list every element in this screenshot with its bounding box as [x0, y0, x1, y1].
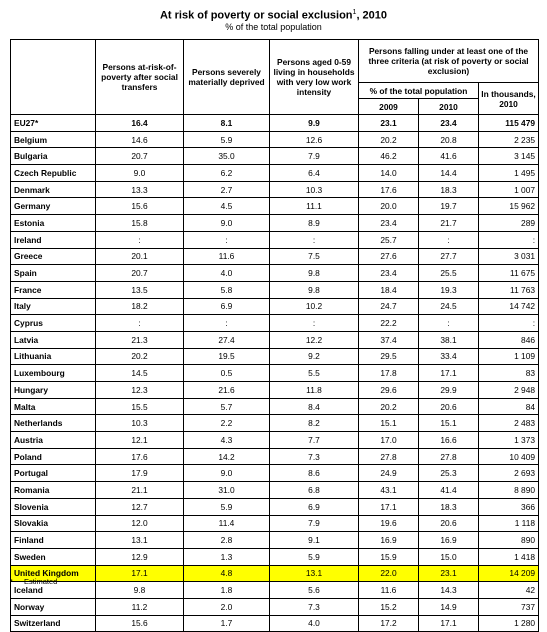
cell-low-work-intensity: 9.8	[270, 281, 359, 298]
table-row	[11, 365, 539, 382]
table-title	[0, 9, 547, 22]
cell-low-work-intensity: 7.5	[270, 248, 359, 265]
table-row	[11, 382, 539, 399]
header-year-2010: 2010	[419, 99, 479, 115]
cell-thousands-2010: 2 948	[479, 382, 539, 399]
cell-at-risk-of-poverty: 16.4	[96, 115, 184, 132]
cell-low-work-intensity: 11.1	[270, 198, 359, 215]
cell-at-risk-of-poverty: 13.5	[96, 281, 184, 298]
cell-pct-2010: 24.5	[419, 298, 479, 315]
cell-country: Czech Republic	[11, 165, 96, 182]
cell-materially-deprived: 19.5	[184, 348, 270, 365]
cell-at-risk-of-poverty: 18.2	[96, 298, 184, 315]
table-row	[11, 248, 539, 265]
cell-country: Ireland	[11, 231, 96, 248]
cell-thousands-2010: 1 418	[479, 548, 539, 565]
cell-thousands-2010: 366	[479, 498, 539, 515]
cell-pct-2010: 14.4	[419, 165, 479, 182]
cell-at-risk-of-poverty: 21.1	[96, 482, 184, 499]
cell-thousands-2010: 15 962	[479, 198, 539, 215]
cell-pct-2010: 18.3	[419, 181, 479, 198]
cell-pct-2009: 23.1	[359, 115, 419, 132]
table-row	[11, 265, 539, 282]
cell-country: Finland	[11, 532, 96, 549]
cell-at-risk-of-poverty: 9.0	[96, 165, 184, 182]
cell-low-work-intensity: 7.9	[270, 148, 359, 165]
table-row	[11, 582, 539, 599]
header-pct-total: % of the total population	[359, 83, 479, 99]
cell-at-risk-of-poverty: 12.7	[96, 498, 184, 515]
cell-at-risk-of-poverty: 15.8	[96, 215, 184, 232]
cell-pct-2009: 43.1	[359, 482, 419, 499]
cell-low-work-intensity: 9.8	[270, 265, 359, 282]
table-row	[11, 498, 539, 515]
cell-materially-deprived: 35.0	[184, 148, 270, 165]
cell-at-risk-of-poverty: 20.2	[96, 348, 184, 365]
cell-country: Bulgaria	[11, 148, 96, 165]
cell-thousands-2010: 737	[479, 598, 539, 615]
cell-country: Lithuania	[11, 348, 96, 365]
cell-materially-deprived: 9.0	[184, 465, 270, 482]
cell-pct-2010: 16.9	[419, 532, 479, 549]
cell-at-risk-of-poverty: 14.6	[96, 131, 184, 148]
cell-country: Greece	[11, 248, 96, 265]
cell-low-work-intensity: 9.9	[270, 115, 359, 132]
cell-pct-2009: 24.7	[359, 298, 419, 315]
cell-country: Denmark	[11, 181, 96, 198]
table-row	[11, 231, 539, 248]
cell-country: Poland	[11, 448, 96, 465]
cell-pct-2010: 20.6	[419, 515, 479, 532]
cell-country: Italy	[11, 298, 96, 315]
cell-thousands-2010: 2 483	[479, 415, 539, 432]
cell-pct-2010: 17.1	[419, 365, 479, 382]
cell-at-risk-of-poverty: 20.7	[96, 148, 184, 165]
cell-pct-2010: 21.7	[419, 215, 479, 232]
cell-low-work-intensity: 9.1	[270, 532, 359, 549]
cell-low-work-intensity: 12.2	[270, 331, 359, 348]
table-row	[11, 482, 539, 499]
table-subtitle: % of the total population	[225, 22, 322, 32]
cell-country: Spain	[11, 265, 96, 282]
cell-pct-2009: 46.2	[359, 148, 419, 165]
title-year: , 2010	[356, 9, 388, 22]
cell-country: United Kingdom	[11, 565, 96, 582]
cell-thousands-2010: 42	[479, 582, 539, 599]
cell-pct-2010: 38.1	[419, 331, 479, 348]
cell-at-risk-of-poverty: 15.6	[96, 198, 184, 215]
cell-at-risk-of-poverty: 21.3	[96, 331, 184, 348]
cell-pct-2009: 16.9	[359, 532, 419, 549]
cell-pct-2009: 27.8	[359, 448, 419, 465]
cell-country: Cyprus	[11, 315, 96, 332]
cell-country: Belgium	[11, 131, 96, 148]
cell-low-work-intensity: 10.2	[270, 298, 359, 315]
header-at-risk-of-poverty: Persons at-risk-of-poverty after social transfers	[96, 40, 184, 115]
cell-pct-2009: 17.6	[359, 181, 419, 198]
cell-country: Malta	[11, 398, 96, 415]
cell-pct-2009: 20.2	[359, 398, 419, 415]
cell-thousands-2010: 14 742	[479, 298, 539, 315]
cell-materially-deprived: 14.2	[184, 448, 270, 465]
cell-thousands-2010: 846	[479, 331, 539, 348]
header-low-work-intensity: Persons aged 0-59 living in households with very low work intensity	[270, 40, 359, 115]
header-year-2009: 2009	[359, 99, 419, 115]
table-row	[11, 465, 539, 482]
table-row	[11, 548, 539, 565]
footnote	[10, 577, 57, 586]
cell-low-work-intensity: 5.9	[270, 548, 359, 565]
cell-at-risk-of-poverty: :	[96, 231, 184, 248]
header-thousands: In thousands, 2010	[479, 83, 539, 115]
cell-low-work-intensity: 5.5	[270, 365, 359, 382]
table-row	[11, 181, 539, 198]
title-footnote-mark: 1	[352, 9, 357, 16]
cell-country: Slovenia	[11, 498, 96, 515]
cell-materially-deprived: :	[184, 315, 270, 332]
cell-thousands-2010: 1 280	[479, 615, 539, 632]
cell-pct-2009: 18.4	[359, 281, 419, 298]
cell-at-risk-of-poverty: 17.9	[96, 465, 184, 482]
cell-country: Portugal	[11, 465, 96, 482]
cell-materially-deprived: 21.6	[184, 382, 270, 399]
cell-low-work-intensity: 7.7	[270, 432, 359, 449]
cell-materially-deprived: 0.5	[184, 365, 270, 382]
cell-thousands-2010: 289	[479, 215, 539, 232]
table-row	[11, 215, 539, 232]
cell-low-work-intensity: 8.2	[270, 415, 359, 432]
cell-materially-deprived: 27.4	[184, 331, 270, 348]
cell-low-work-intensity: 7.3	[270, 598, 359, 615]
cell-thousands-2010: 2 693	[479, 465, 539, 482]
cell-low-work-intensity: 7.9	[270, 515, 359, 532]
cell-pct-2010: 25.3	[419, 465, 479, 482]
cell-materially-deprived: 9.0	[184, 215, 270, 232]
cell-pct-2010: 29.9	[419, 382, 479, 399]
cell-low-work-intensity: 8.6	[270, 465, 359, 482]
cell-at-risk-of-poverty: 10.3	[96, 415, 184, 432]
cell-at-risk-of-poverty: 13.1	[96, 532, 184, 549]
cell-pct-2010: 41.6	[419, 148, 479, 165]
cell-low-work-intensity: 6.4	[270, 165, 359, 182]
cell-at-risk-of-poverty: 15.6	[96, 615, 184, 632]
cell-at-risk-of-poverty: 12.0	[96, 515, 184, 532]
header-materially-deprived: Persons severely materially deprived	[184, 40, 270, 115]
cell-low-work-intensity: :	[270, 231, 359, 248]
cell-thousands-2010: 84	[479, 398, 539, 415]
cell-low-work-intensity: 12.6	[270, 131, 359, 148]
cell-thousands-2010: 83	[479, 365, 539, 382]
cell-materially-deprived: 11.4	[184, 515, 270, 532]
cell-country: Netherlands	[11, 415, 96, 432]
cell-at-risk-of-poverty: 14.5	[96, 365, 184, 382]
cell-thousands-2010: 11 763	[479, 281, 539, 298]
cell-low-work-intensity: 4.0	[270, 615, 359, 632]
title-text: At risk of poverty or social exclusion	[159, 9, 353, 22]
cell-pct-2010: 33.4	[419, 348, 479, 365]
cell-pct-2009: 27.6	[359, 248, 419, 265]
cell-pct-2009: 25.7	[359, 231, 419, 248]
cell-thousands-2010: :	[479, 315, 539, 332]
table-row	[11, 165, 539, 182]
cell-materially-deprived: 1.8	[184, 582, 270, 599]
cell-at-risk-of-poverty: 12.1	[96, 432, 184, 449]
cell-pct-2010: :	[419, 315, 479, 332]
cell-thousands-2010: 1 118	[479, 515, 539, 532]
cell-low-work-intensity: 7.3	[270, 448, 359, 465]
cell-at-risk-of-poverty: 12.3	[96, 382, 184, 399]
cell-materially-deprived: 4.8	[184, 565, 270, 582]
cell-pct-2010: 25.5	[419, 265, 479, 282]
cell-thousands-2010: 3 145	[479, 148, 539, 165]
cell-pct-2009: 17.2	[359, 615, 419, 632]
cell-pct-2009: 15.2	[359, 598, 419, 615]
cell-thousands-2010: 115 479	[479, 115, 539, 132]
cell-thousands-2010: 1 007	[479, 181, 539, 198]
cell-pct-2010: 17.1	[419, 615, 479, 632]
cell-low-work-intensity: 8.9	[270, 215, 359, 232]
cell-pct-2010: :	[419, 231, 479, 248]
cell-thousands-2010: 1 109	[479, 348, 539, 365]
cell-at-risk-of-poverty: 11.2	[96, 598, 184, 615]
cell-pct-2009: 20.2	[359, 131, 419, 148]
cell-low-work-intensity: 11.8	[270, 382, 359, 399]
cell-pct-2010: 19.7	[419, 198, 479, 215]
table-row	[11, 148, 539, 165]
cell-thousands-2010: 1 373	[479, 432, 539, 449]
cell-pct-2010: 15.0	[419, 548, 479, 565]
cell-thousands-2010: 890	[479, 532, 539, 549]
cell-low-work-intensity: 10.3	[270, 181, 359, 198]
cell-thousands-2010: :	[479, 231, 539, 248]
cell-materially-deprived: 6.9	[184, 298, 270, 315]
table-row	[11, 415, 539, 432]
cell-thousands-2010: 1 495	[479, 165, 539, 182]
cell-thousands-2010: 10 409	[479, 448, 539, 465]
footnote-text: Estimated	[24, 577, 58, 586]
cell-at-risk-of-poverty: :	[96, 315, 184, 332]
cell-materially-deprived: 2.8	[184, 532, 270, 549]
header-group-criteria: Persons falling under at least one of the three criteria (at risk of poverty or social exclusion)	[359, 40, 539, 83]
cell-materially-deprived: 1.7	[184, 615, 270, 632]
cell-low-work-intensity: 8.4	[270, 398, 359, 415]
cell-pct-2010: 20.8	[419, 131, 479, 148]
cell-pct-2009: 22.0	[359, 565, 419, 582]
table-row	[11, 615, 539, 632]
header-country	[11, 40, 96, 115]
cell-materially-deprived: 2.0	[184, 598, 270, 615]
cell-pct-2010: 16.6	[419, 432, 479, 449]
table-row	[11, 398, 539, 415]
cell-materially-deprived: 6.2	[184, 165, 270, 182]
cell-pct-2009: 19.6	[359, 515, 419, 532]
cell-country: Austria	[11, 432, 96, 449]
table-row	[11, 515, 539, 532]
cell-materially-deprived: 5.9	[184, 498, 270, 515]
cell-country: Sweden	[11, 548, 96, 565]
cell-materially-deprived: 2.7	[184, 181, 270, 198]
cell-at-risk-of-poverty: 20.7	[96, 265, 184, 282]
cell-pct-2009: 29.5	[359, 348, 419, 365]
cell-materially-deprived: 1.3	[184, 548, 270, 565]
cell-pct-2010: 27.8	[419, 448, 479, 465]
cell-pct-2009: 23.4	[359, 265, 419, 282]
cell-materially-deprived: 5.9	[184, 131, 270, 148]
table-row	[11, 115, 539, 132]
cell-low-work-intensity: 9.2	[270, 348, 359, 365]
cell-country: Norway	[11, 598, 96, 615]
cell-low-work-intensity: 6.9	[270, 498, 359, 515]
cell-materially-deprived: 2.2	[184, 415, 270, 432]
table-row	[11, 448, 539, 465]
cell-pct-2009: 15.1	[359, 415, 419, 432]
footnote-star: *	[10, 577, 13, 586]
cell-country: Latvia	[11, 331, 96, 348]
cell-country: Switzerland	[11, 615, 96, 632]
cell-pct-2009: 17.1	[359, 498, 419, 515]
table-row	[11, 348, 539, 365]
table-row	[11, 432, 539, 449]
cell-pct-2010: 18.3	[419, 498, 479, 515]
table-row	[11, 598, 539, 615]
cell-materially-deprived: 5.8	[184, 281, 270, 298]
cell-country: Romania	[11, 482, 96, 499]
poverty-table	[10, 39, 539, 632]
cell-at-risk-of-poverty: 20.1	[96, 248, 184, 265]
cell-pct-2009: 14.0	[359, 165, 419, 182]
cell-thousands-2010: 3 031	[479, 248, 539, 265]
cell-materially-deprived: 11.6	[184, 248, 270, 265]
table-header	[11, 40, 539, 115]
cell-thousands-2010: 8 890	[479, 482, 539, 499]
cell-thousands-2010: 2 235	[479, 131, 539, 148]
cell-pct-2009: 17.0	[359, 432, 419, 449]
cell-low-work-intensity: :	[270, 315, 359, 332]
table-row	[11, 281, 539, 298]
cell-at-risk-of-poverty: 17.6	[96, 448, 184, 465]
cell-pct-2010: 20.6	[419, 398, 479, 415]
cell-pct-2009: 22.2	[359, 315, 419, 332]
cell-country: Germany	[11, 198, 96, 215]
cell-low-work-intensity: 6.8	[270, 482, 359, 499]
table-row	[11, 532, 539, 549]
table-body	[11, 115, 539, 632]
cell-materially-deprived: 4.5	[184, 198, 270, 215]
cell-country: EU27*	[11, 115, 96, 132]
cell-thousands-2010: 14 209	[479, 565, 539, 582]
cell-country: Hungary	[11, 382, 96, 399]
cell-pct-2010: 41.4	[419, 482, 479, 499]
cell-at-risk-of-poverty: 13.3	[96, 181, 184, 198]
cell-pct-2009: 17.8	[359, 365, 419, 382]
cell-country: France	[11, 281, 96, 298]
cell-pct-2010: 14.9	[419, 598, 479, 615]
cell-pct-2009: 11.6	[359, 582, 419, 599]
table-row	[11, 298, 539, 315]
cell-low-work-intensity: 5.6	[270, 582, 359, 599]
table-row	[11, 131, 539, 148]
cell-pct-2010: 27.7	[419, 248, 479, 265]
cell-pct-2010: 23.4	[419, 115, 479, 132]
cell-country: Luxembourg	[11, 365, 96, 382]
cell-pct-2009: 29.6	[359, 382, 419, 399]
cell-pct-2009: 15.9	[359, 548, 419, 565]
table-row	[11, 198, 539, 215]
cell-materially-deprived: 8.1	[184, 115, 270, 132]
cell-pct-2009: 24.9	[359, 465, 419, 482]
cell-pct-2010: 19.3	[419, 281, 479, 298]
cell-materially-deprived: 31.0	[184, 482, 270, 499]
cell-pct-2009: 23.4	[359, 215, 419, 232]
cell-country: Slovakia	[11, 515, 96, 532]
cell-at-risk-of-poverty: 9.8	[96, 582, 184, 599]
cell-pct-2010: 23.1	[419, 565, 479, 582]
cell-at-risk-of-poverty: 15.5	[96, 398, 184, 415]
cell-at-risk-of-poverty: 12.9	[96, 548, 184, 565]
cell-low-work-intensity: 13.1	[270, 565, 359, 582]
table-row	[11, 331, 539, 348]
cell-country: Iceland	[11, 582, 96, 599]
cell-at-risk-of-poverty: 17.1	[96, 565, 184, 582]
cell-pct-2010: 14.3	[419, 582, 479, 599]
cell-pct-2010: 15.1	[419, 415, 479, 432]
cell-thousands-2010: 11 675	[479, 265, 539, 282]
cell-pct-2009: 20.0	[359, 198, 419, 215]
cell-materially-deprived: :	[184, 231, 270, 248]
cell-materially-deprived: 4.0	[184, 265, 270, 282]
cell-country: Estonia	[11, 215, 96, 232]
table-row	[11, 315, 539, 332]
cell-pct-2009: 37.4	[359, 331, 419, 348]
table-row	[11, 565, 539, 582]
cell-materially-deprived: 5.7	[184, 398, 270, 415]
cell-materially-deprived: 4.3	[184, 432, 270, 449]
